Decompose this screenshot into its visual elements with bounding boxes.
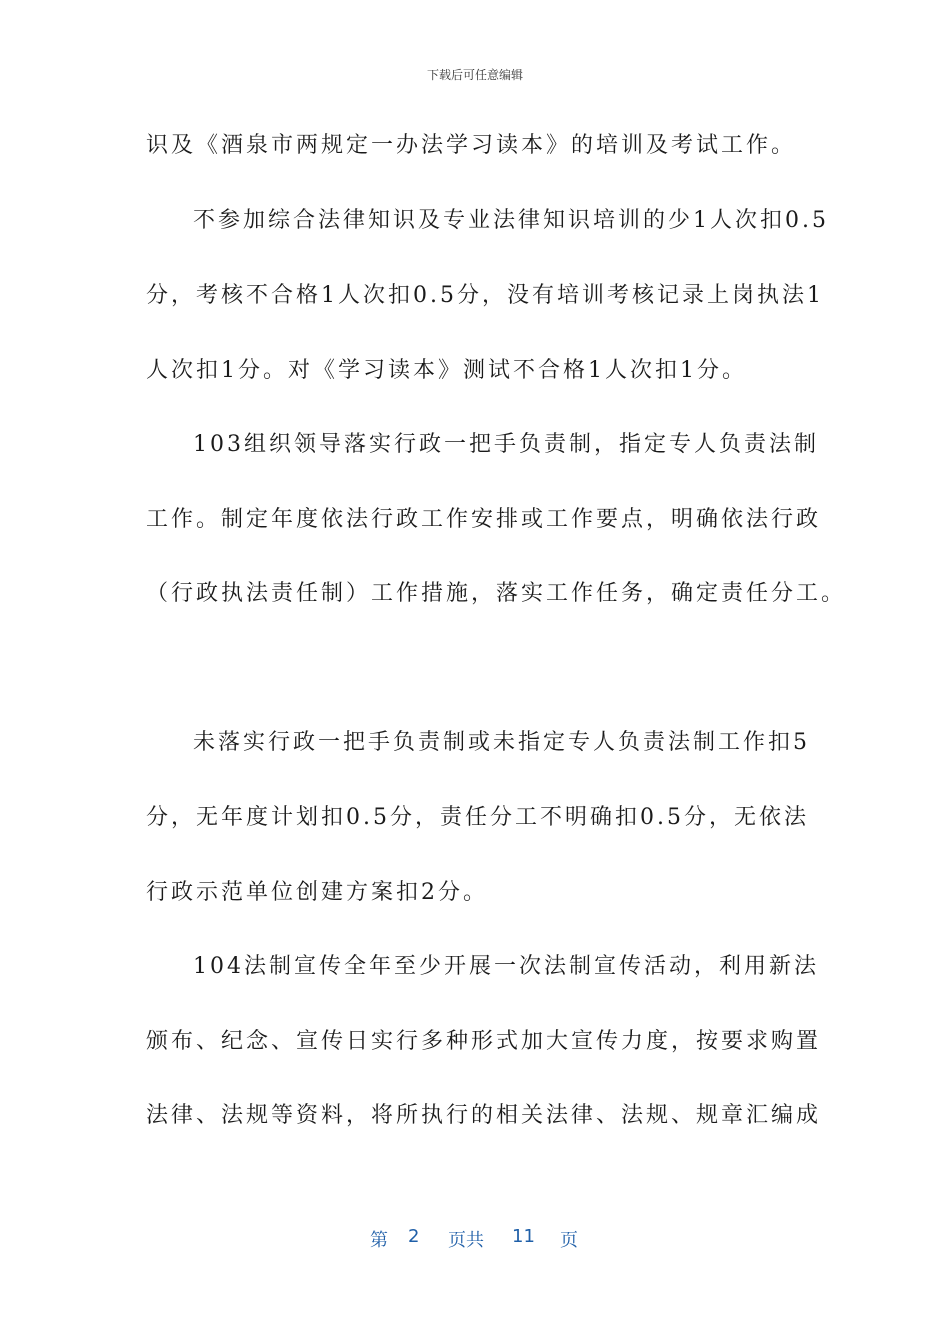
body-line: 分，考核不合格1人次扣0.5分，没有培训考核记录上岗执法1: [146, 283, 824, 308]
body-line: 未落实行政一把手负责制或未指定专人负责法制工作扣5: [193, 730, 810, 755]
body-line: 不参加综合法律知识及专业法律知识培训的少1人次扣0.5: [193, 208, 829, 233]
total-page-count: 11: [512, 1226, 535, 1247]
body-line: （行政执法责任制）工作措施，落实工作任务，确定责任分工。: [146, 581, 847, 606]
body-line: 法律、法规等资料，将所执行的相关法律、法规、规章汇编成: [146, 1103, 822, 1128]
body-line: 行政示范单位创建方案扣2分。: [146, 880, 488, 905]
body-line: 分，无年度计划扣0.5分，责任分工不明确扣0.5分，无依法: [146, 805, 809, 830]
body-line: 识及《酒泉市两规定一办法学习读本》的培训及考试工作。: [146, 133, 797, 158]
current-page-number: 2: [408, 1226, 420, 1247]
body-line: 工作。制定年度依法行政工作安排或工作要点，明确依法行政: [146, 507, 822, 532]
footer-label-total: 页共: [448, 1230, 484, 1251]
footer-label-page: 第: [370, 1230, 388, 1251]
page-header: 下载后可任意编辑: [426, 68, 523, 82]
body-line: 颁布、纪念、宣传日实行多种形式加大宣传力度，按要求购置: [146, 1029, 822, 1054]
footer-label-end: 页: [560, 1230, 578, 1251]
body-line: 103组织领导落实行政一把手负责制，指定专人负责法制: [193, 432, 819, 457]
body-line: 人次扣1分。对《学习读本》测试不合格1人次扣1分。: [146, 358, 747, 383]
body-line: 104法制宣传全年至少开展一次法制宣传活动，利用新法: [193, 954, 819, 979]
